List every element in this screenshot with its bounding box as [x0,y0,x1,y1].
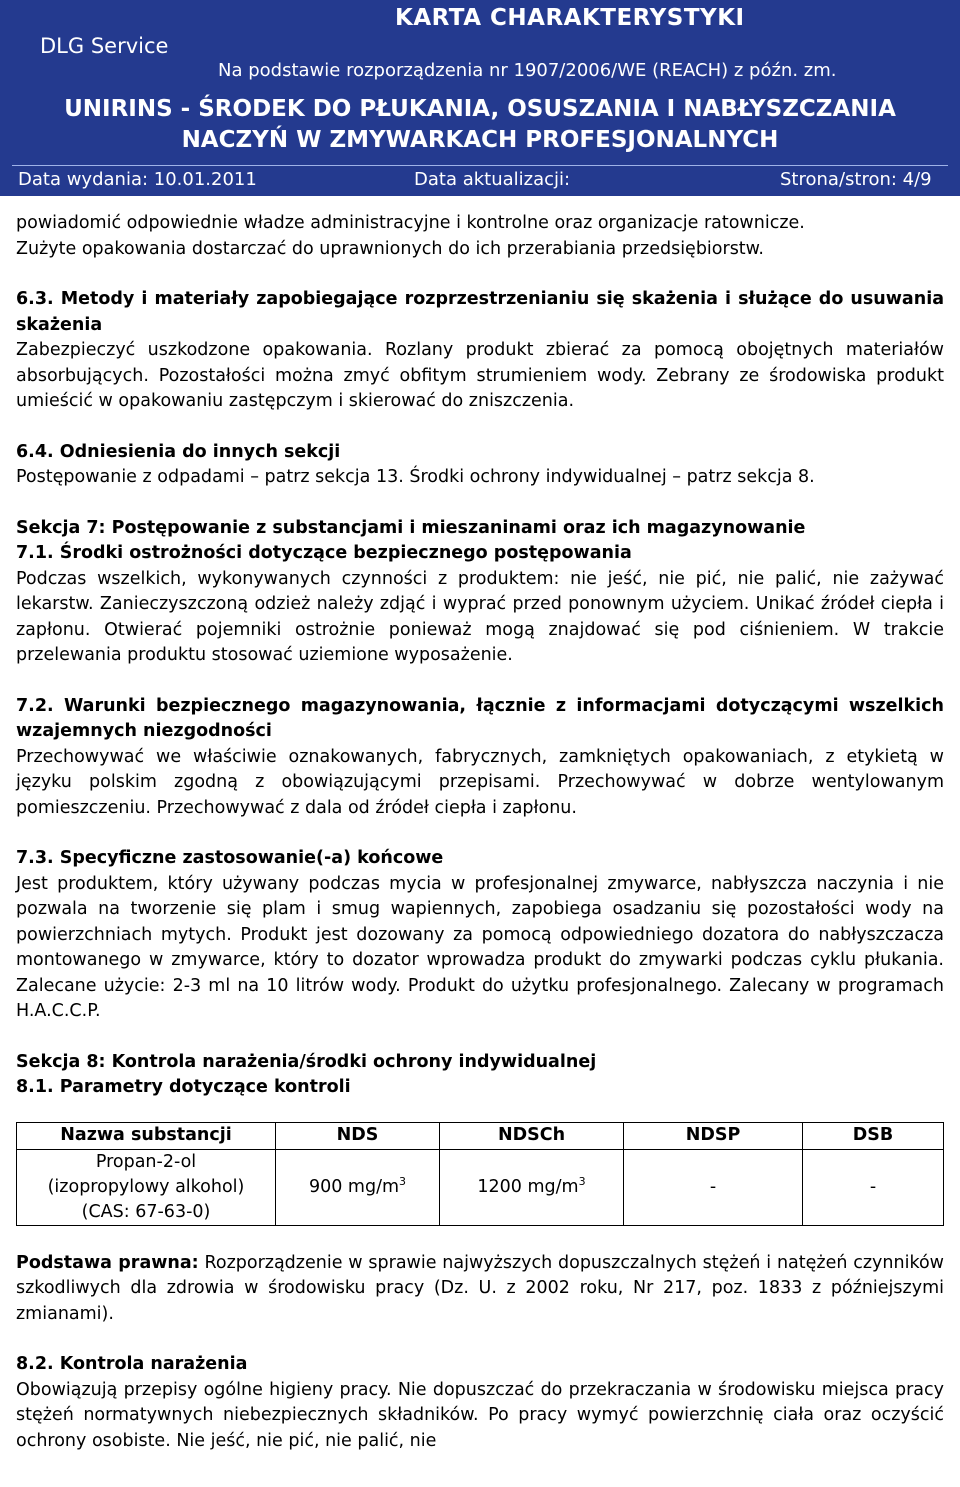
table-header-row [17,1122,944,1149]
header-divider [12,165,948,166]
section-6-3-heading: 6.3. Metody i materiały zapobiegające rozprzestrzenianiu się skażenia i służące do usuwania skażenia [16,289,944,335]
section-8-1-heading: 8.1. Parametry dotyczące kontroli [16,1077,351,1097]
section-6-4-text: Postępowanie z odpadami – patrz sekcja 13. Środki ochrony indywidualnej – patrz sekcja 8. [16,467,815,487]
section-7-heading: Sekcja 7: Postępowanie z substancjami i mieszaninami oraz ich magazynowanie [16,517,806,538]
section-7-2-heading: 7.2. Warunki bezpiecznego magazynowania, łącznie z informacjami dotyczącymi wszelkich wzajemnych niezgodności [16,695,944,741]
section-8-heading: Sekcja 8: Kontrola narażenia/środki ochrony indywidualnej [16,1051,597,1072]
nds-value: 900 mg/m [308,1176,400,1197]
section-8-2-heading: 8.2. Kontrola narażenia [16,1354,248,1374]
legal-basis-paragraph [16,1251,944,1328]
section-6-3-text: Zabezpieczyć uszkodzone opakowania. Rozlany produkt zbierać za pomocą obojętnych materiałów absorbujących. Pozostałości można zmyć obfitym strumieniem wody. Zebrany ze środowiska produkt umieścić w opakowaniu zastępczym i skierować do zniszczenia. [16,340,944,411]
dsb-cell: - [803,1149,944,1225]
document-header [0,0,960,196]
section-7-3-heading: 7.3. Specyficzne zastosowanie(-a) końcowe [16,848,444,868]
page-indicator: Strona/stron: 4/9 [780,169,932,190]
column-header-ndsp: NDSP [624,1122,803,1149]
update-date: Data aktualizacji: [414,169,571,190]
issue-date: Data wydania: 10.01.2011 [18,169,257,190]
section-6-4-heading: 6.4. Odniesienia do innych sekcji [16,441,341,462]
exposure-limits-table [16,1122,944,1226]
nds-cell [276,1149,440,1225]
ndsch-value: 1200 mg/m [477,1176,579,1197]
intro-line-1: powiadomić odpowiednie władze administracyjne i kontrolne oraz organizacje ratownicze. [16,213,805,233]
table-row [17,1149,944,1225]
brand-name: DLG Service [40,34,169,58]
section-7-1-text: Podczas wszelkich, wykonywanych czynności z produktem: nie jeść, nie pić, nie palić, nie zażywać lekarstw. Zanieczyszczoną odzież należy zdjąć i wyprać przed ponownym użyciem. Unikać źródeł ciepła i zapłonu. Otwierać pojemniki ostrożnie ponieważ mogą znajdować się pod ciśnieniem. W trakcie przelewania produktu stosować uziemione wyposażenie. [16,568,944,665]
ndsch-unit-exponent: 3 [578,1174,586,1188]
document-title: KARTA CHARAKTERYSTYKI [395,5,745,31]
legal-basis-text: Rozporządzenie w sprawie najwyższych dopuszczalnych stężeń i natężeń czynników szkodliwych dla zdrowia w środowisku pracy (Dz. U. z 2002 roku, Nr 217, poz. 1833 z późniejszymi zmianami). [16,1252,944,1324]
column-header-ndsch: NDSCh [440,1122,624,1149]
section-8-2-text: Obowiązują przepisy ogólne higieny pracy. Nie dopuszczać do przekraczania w środowisku miejsca pracy stężeń normatywnych niebezpiecznych składników. Po pracy wymyć powierzchnię ciała oraz oczyścić ochrony osobiste. Nie jeść, nie pić, nie palić, nie [16,1379,944,1451]
nds-unit-exponent: 3 [399,1174,407,1188]
product-name [0,94,960,156]
section-7-3-text: Jest produktem, który używany podczas mycia w profesjonalnej zmywarce, nabłyszcza naczynia i nie pozwala na tworzenie się plam i smug wapiennych, zapobiega osadzaniu się pozostałości wody na powierzchniach mytych. Produkt jest dozowany za pomocą odpowiedniego dozatora do nabłyszczacza montowanego w zmywarce, który to dozator wprowadza produkt do zmywarki podczas cyklu płukania. Zalecane użycie: 2-3 ml na 10 litrów wody. Produkt do użytku profesjonalnego. Zalecany w programach H.A.C.C.P. [16,873,944,1021]
product-name-line-1: UNIRINS - ŚRODEK DO PŁUKANIA, OSUSZANIA I NABŁYSZCZANIA [64,96,896,122]
substance-cas-number: (CAS: 67-63-0) [81,1201,211,1222]
product-name-line-2: NACZYŃ W ZMYWARKACH PROFESJONALNYCH [181,127,779,153]
document-body [16,211,944,1454]
column-header-nds: NDS [276,1122,440,1149]
column-header-dsb: DSB [803,1122,944,1149]
legal-basis-label: Podstawa prawna: [16,1252,199,1273]
substance-name-line-2: (izopropylowy alkohol) [47,1176,245,1197]
substance-name-line-1: Propan-2-ol [95,1151,197,1172]
substance-name-cell [17,1149,276,1225]
section-7-1-heading: 7.1. Środki ostrożności dotyczące bezpiecznego postępowania [16,543,632,563]
intro-line-2: Zużyte opakowania dostarczać do uprawnionych do ich przerabiania przedsiębiorstw. [16,238,764,259]
ndsch-cell [440,1149,624,1225]
regulation-reference: Na podstawie rozporządzenia nr 1907/2006/WE (REACH) z późn. zm. [218,60,837,81]
column-header-substance: Nazwa substancji [17,1122,276,1149]
ndsp-cell: - [624,1149,803,1225]
section-7-2-text: Przechowywać we właściwie oznakowanych, fabrycznych, zamkniętych opakowaniach, z etykietą w języku polskim zgodną z obowiązującymi przepisami. Przechowywać w dobrze wentylowanym pomieszczeniu. Przechowywać z dala od źródeł ciepła i zapłonu. [16,746,944,818]
